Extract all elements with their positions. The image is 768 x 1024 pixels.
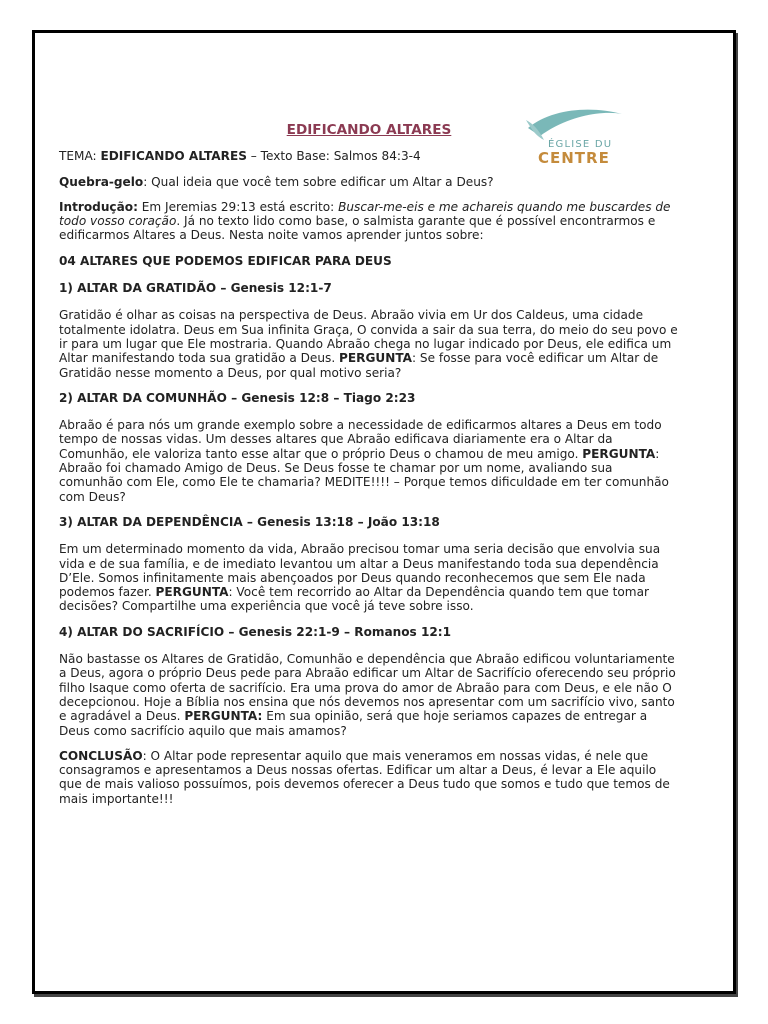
tema-label: TEMA: (59, 149, 101, 164)
question-text-3: : Você tem recorrido ao Altar da Dependência quando tem que tomar decisões? Compartilhe uma experiência que você já teve sobre isso. (59, 585, 649, 614)
question-label-1: PERGUNTA (339, 351, 412, 366)
quebra-text: : Qual ideia que você tem sobre edificar um Altar a Deus? (143, 174, 494, 189)
intro-text2: . Já no texto lido como base, o salmista garante que é possível encontrarmos e edificarmos Altares a Deus. Nesta noite vamos aprender juntos sobre: (59, 214, 656, 243)
quebra-label: Quebra-gelo (59, 174, 144, 189)
introducao (59, 200, 679, 243)
tema-name: EDIFICANDO ALTARES (100, 149, 247, 164)
quebra-gelo (59, 175, 679, 189)
question-text-2: : Abraão foi chamado Amigo de Deus. Se Deus fosse te chamar por um nome, avaliando sua comunhão com Ele, como Ele te chamaria? MEDITE!!!! – Porque temos dificuldade em ter comunhão com Deus? (59, 446, 669, 504)
main-heading: 04 ALTARES QUE PODEMOS EDIFICAR PARA DEUS (59, 253, 392, 268)
section-heading-3: 3) ALTAR DA DEPENDÊNCIA – Genesis 13:18 – João 13:18 (59, 514, 440, 529)
section-heading-4: 4) ALTAR DO SACRIFÍCIO – Genesis 22:1-9 – Romanos 12:1 (59, 624, 452, 639)
section-body-2 (59, 418, 679, 504)
document-body (59, 55, 679, 817)
section-text-3: Em um determinado momento da vida, Abraão precisou tomar uma seria decisão que envolvia sua vida e de sua família, e de imediato levantou um altar a Deus manifestando toda sua dependência D’Ele. Somos infinitamente mais abençoados por Deus quando reconhecemos que sem Ele nada podemos fazer. (59, 542, 661, 600)
section-body-1 (59, 308, 679, 379)
question-text-1: : Se fosse para você edificar um Altar de Gratidão nesse momento a Deus, por qual motivo seria? (59, 351, 659, 380)
logo-line1: ÉGLISE DU (548, 139, 613, 150)
question-label-3: PERGUNTA (155, 585, 229, 600)
question-text-4: Em sua opinião, será que hoje seriamos capazes de entregar a Deus como sacrifício aquilo que mais amamos? (59, 709, 648, 738)
section-text-1: Gratidão é olhar as coisas na perspectiva de Deus. Abraão vivia em Ur dos Caldeus, uma cidade totalmente idolatra. Deus em Sua infinita Graça, O convida a sair da sua terra, do meio do seu povo e ir para um lugar que Ele mostraria. Quando Abraão chega no lugar indicado por Deus, ele edifica um Altar manifestando toda sua gratidão a Deus. (59, 308, 678, 366)
conclusao (59, 749, 679, 806)
document-title: EDIFICANDO ALTARES (286, 122, 452, 138)
section-text-2: Abraão é para nós um grande exemplo sobre a necessidade de edificarmos altares a Deus em todo tempo de nossas vidas. Um desses altares que Abraão edificava diariamente era o Altar da Comunhão, ele valoriza tanto esse altar que o próprio Deus o chamou de meu amigo. (59, 418, 662, 461)
conclusao-text: : O Altar pode representar aquilo que mais veneramos em nossas vidas, é nele que consagramos e apresentamos a Deus nossas ofertas. Edificar um altar a Deus, é levar a Ele aquilo que de mais valioso possuímos, pois devemos oferecer a Deus tudo que somos e tudo que temos de mais importante!!! (59, 748, 670, 806)
section-body-3 (59, 542, 679, 613)
intro-label: Introdução: (59, 199, 138, 214)
tema-line (59, 149, 679, 163)
logo-line2: CENTRE (538, 149, 610, 167)
intro-text1: Em Jeremias 29:13 está escrito: (137, 199, 339, 214)
conclusao-label: CONCLUSÃO (59, 748, 143, 763)
question-label-2: PERGUNTA (582, 446, 656, 461)
section-body-4 (59, 652, 679, 738)
section-heading-2: 2) ALTAR DA COMUNHÃO – Genesis 12:8 – Tiago 2:23 (59, 390, 416, 405)
intro-quote: Buscar-me-eis e me achareis quando me buscardes de todo vosso coração (59, 199, 671, 229)
section-heading-1: 1) ALTAR DA GRATIDÃO – Genesis 12:1-7 (59, 281, 332, 296)
question-label-4: PERGUNTA: (184, 709, 263, 724)
tema-rest: – Texto Base: Salmos 84:3-4 (246, 149, 421, 164)
section-text-4: Não bastasse os Altares de Gratidão, Comunhão e dependência que Abraão edificou voluntariamente a Deus, agora o próprio Deus pede para Abraão edificar um Altar de Sacrifício oferecendo seu próprio filho Isaque como oferta de sacrifício. Era uma prova do amor de Abraão para com Deus, e ele não O decepcionou. Hoje a Bíblia nos ensina que nós devemos nos apresentar com um sacrifício vivo, santo e agradável a Deus. (59, 652, 676, 724)
